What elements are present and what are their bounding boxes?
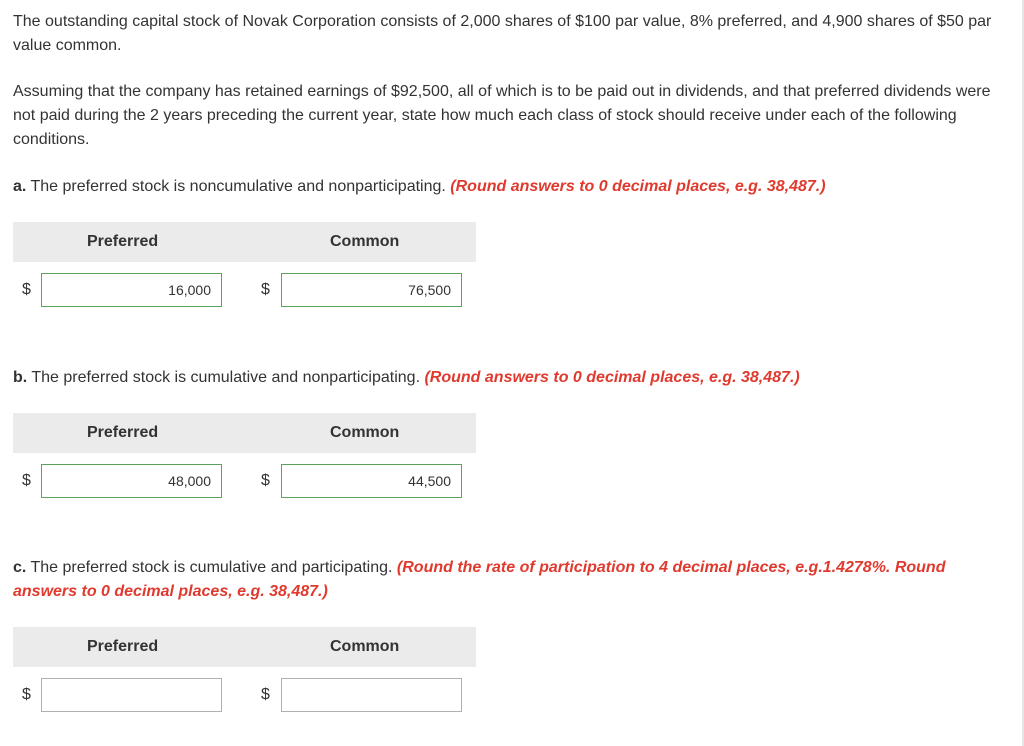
part-b-preferred-dollar-sign: $: [22, 472, 31, 489]
part-a-preferred-input[interactable]: [41, 273, 222, 307]
part-a-note: (Round answers to 0 decimal places, e.g. 38,487.): [450, 178, 826, 195]
part-c-common-input[interactable]: [281, 678, 462, 712]
part-a-letter: a.: [13, 178, 27, 195]
part-c-question: [13, 556, 1003, 604]
part-c-note: (Round the rate of participation to 4 decimal places, e.g.1.4278%. Round answers to 0 decimal places, e.g. 38,487.): [13, 559, 946, 600]
part-b-preferred-input[interactable]: [41, 464, 222, 498]
part-c-preferred-dollar-sign: $: [22, 686, 31, 703]
part-b-common-header: Common: [330, 424, 400, 441]
part-c-header-row: [13, 627, 476, 667]
part-a-text: The preferred stock is noncumulative and nonparticipating.: [26, 178, 451, 195]
part-c-text: The preferred stock is cumulative and participating.: [26, 559, 397, 576]
part-b-text: The preferred stock is cumulative and nonparticipating.: [27, 369, 425, 386]
part-c-preferred-input[interactable]: [41, 678, 222, 712]
part-b-header-row: [13, 413, 476, 453]
part-a-question: [13, 175, 1003, 199]
part-b-common-input[interactable]: [281, 464, 462, 498]
part-a-preferred-dollar-sign: $: [22, 281, 31, 298]
part-c-letter: c.: [13, 559, 27, 576]
part-a-common-header: Common: [330, 233, 400, 250]
part-b-preferred-header: Preferred: [87, 424, 159, 441]
part-a-header-row: [13, 222, 476, 262]
part-c-preferred-header: Preferred: [87, 638, 159, 655]
part-a-preferred-header: Preferred: [87, 233, 159, 250]
part-b-letter: b.: [13, 369, 28, 386]
intro-text: The outstanding capital stock of Novak Corporation consists of 2,000 shares of $100 par value, 8% preferred, and 4,900 shares of $50 par value common.: [13, 13, 992, 54]
part-a-common-input[interactable]: [281, 273, 462, 307]
part-b-question: [13, 366, 1003, 390]
part-a-common-dollar-sign: $: [261, 281, 270, 298]
part-b-note: (Round answers to 0 decimal places, e.g. 38,487.): [424, 369, 800, 386]
part-b-common-dollar-sign: $: [261, 472, 270, 489]
part-c-common-dollar-sign: $: [261, 686, 270, 703]
assumption-text: Assuming that the company has retained earnings of $92,500, all of which is to be paid out in dividends, and that preferred dividends were not paid during the 2 years preceding the current year, state how much each class of stock should receive under each of the following conditions.: [13, 83, 991, 148]
part-c-common-header: Common: [330, 638, 400, 655]
